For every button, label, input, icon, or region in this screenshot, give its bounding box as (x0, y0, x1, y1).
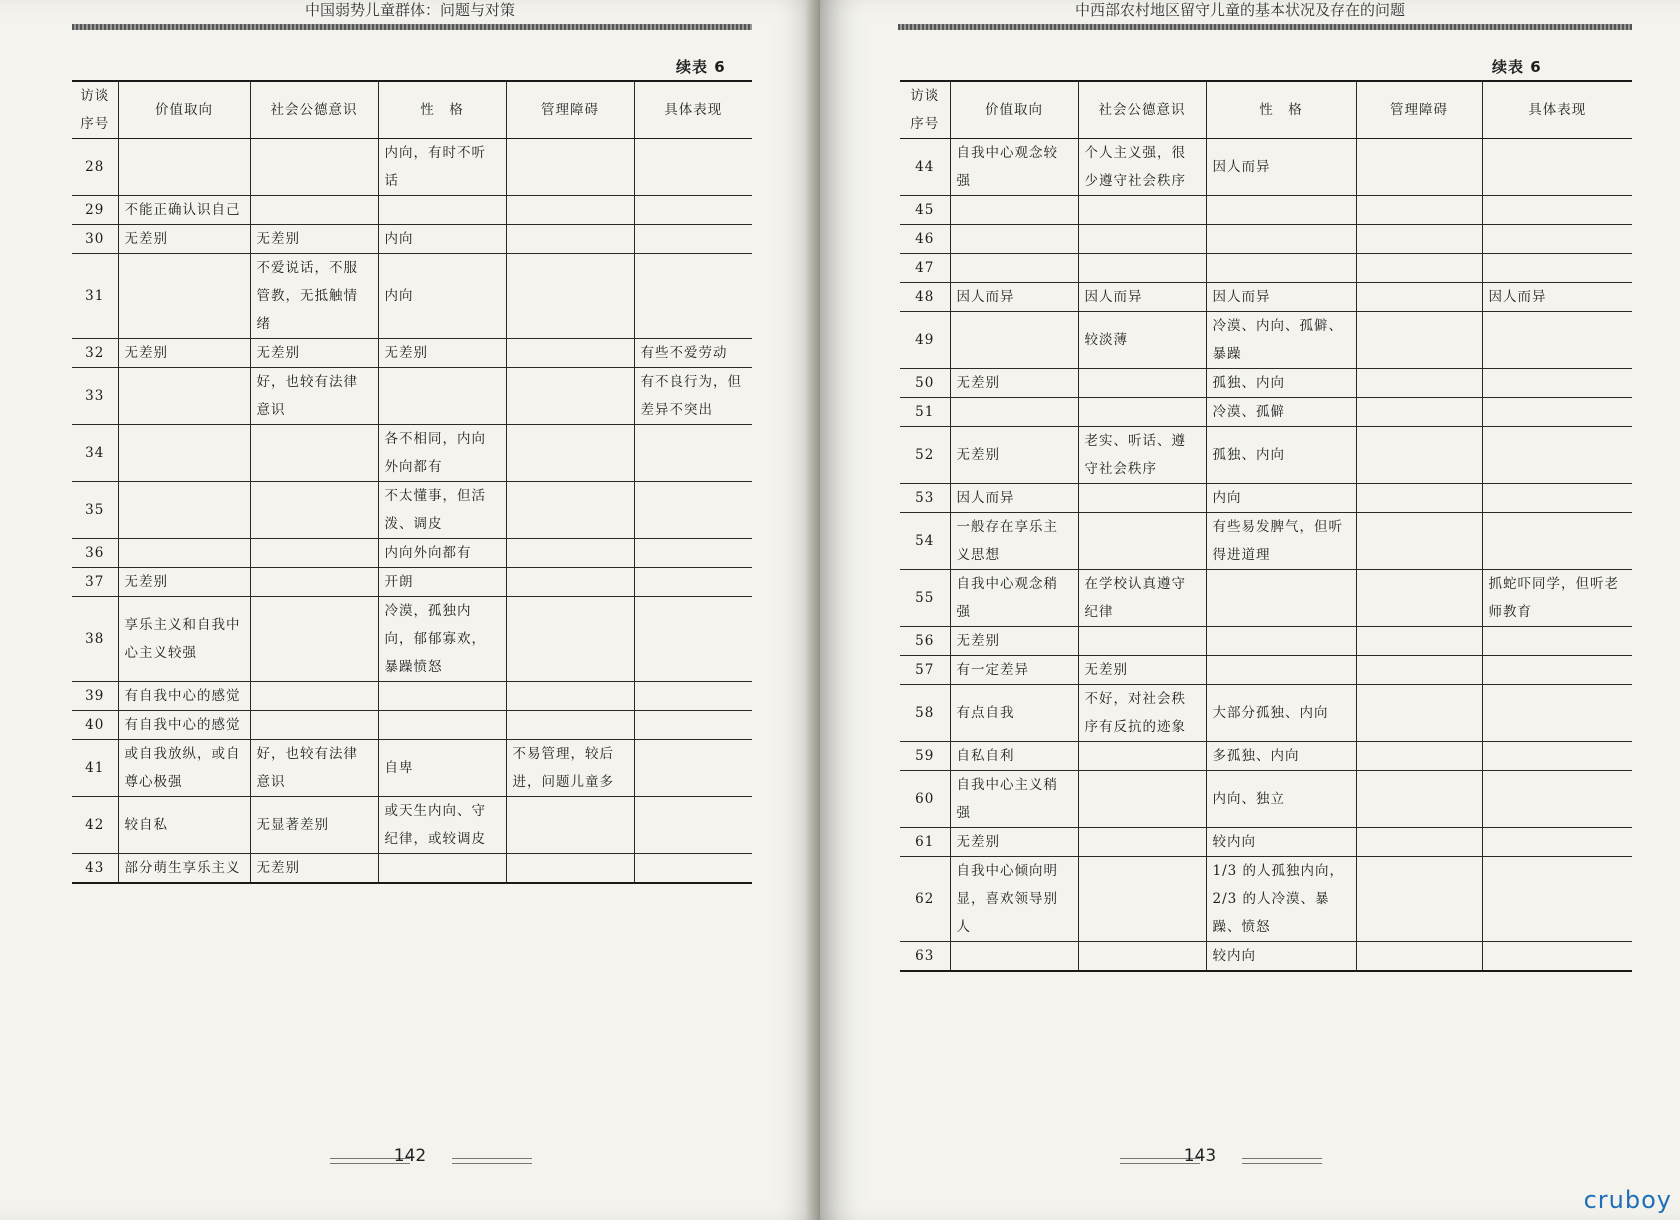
right-cell-value-orientation: 一般存在享乐主义思想 (950, 513, 1078, 570)
left-cell-social-morality: 无差别 (250, 225, 378, 254)
left-header-interview-number: 访谈序号 (72, 81, 118, 139)
right-cell-value-orientation: 自我中心主义稍强 (950, 771, 1078, 828)
right-cell-personality: 有些易发脾气，但听得进道理 (1206, 513, 1356, 570)
left-cell-value-orientation: 有自我中心的感觉 (118, 711, 250, 740)
right-cell-social-morality: 个人主义强，很少遵守社会秩序 (1078, 139, 1206, 196)
left-cell-management-obstacle: 不易管理，较后进，问题儿童多 (506, 740, 634, 797)
table-row (72, 740, 752, 797)
right-cell-value-orientation: 自我中心观念稍强 (950, 570, 1078, 627)
left-cell-interview-number: 28 (72, 139, 118, 196)
table-row (900, 283, 1632, 312)
right-cell-interview-number: 45 (900, 196, 950, 225)
right-cell-value-orientation (950, 225, 1078, 254)
table-row (900, 139, 1632, 196)
left-cell-value-orientation: 无差别 (118, 568, 250, 597)
left-cell-management-obstacle (506, 425, 634, 482)
right-head-rule (898, 24, 1632, 30)
right-table-header-row (900, 81, 1632, 139)
left-head-rule (72, 24, 752, 30)
table-row (72, 682, 752, 711)
left-cell-management-obstacle (506, 196, 634, 225)
left-cell-value-orientation (118, 139, 250, 196)
right-cell-management-obstacle (1356, 283, 1482, 312)
right-cell-specific-behavior (1482, 369, 1632, 398)
left-cell-interview-number: 43 (72, 854, 118, 884)
right-cell-value-orientation: 因人而异 (950, 283, 1078, 312)
right-cell-personality (1206, 656, 1356, 685)
table-row (900, 742, 1632, 771)
right-cell-social-morality: 在学校认真遵守纪律 (1078, 570, 1206, 627)
table-row (72, 854, 752, 884)
left-cell-value-orientation (118, 425, 250, 482)
left-cell-social-morality (250, 682, 378, 711)
left-cell-interview-number: 39 (72, 682, 118, 711)
right-cell-personality (1206, 225, 1356, 254)
right-cell-management-obstacle (1356, 427, 1482, 484)
left-header-value-orientation: 价值取向 (118, 81, 250, 139)
right-cell-value-orientation (950, 312, 1078, 369)
right-cell-specific-behavior (1482, 139, 1632, 196)
table-row (900, 771, 1632, 828)
left-cell-specific-behavior (634, 196, 752, 225)
table-row (900, 627, 1632, 656)
right-cell-personality: 1/3 的人孤独内向，2/3 的人冷漠、暴躁、愤怒 (1206, 857, 1356, 942)
right-cell-specific-behavior (1482, 742, 1632, 771)
right-cell-social-morality: 无差别 (1078, 656, 1206, 685)
left-cell-specific-behavior (634, 425, 752, 482)
right-cell-personality (1206, 627, 1356, 656)
left-page-number: 142 (393, 1146, 427, 1166)
right-cell-specific-behavior (1482, 942, 1632, 972)
left-cell-management-obstacle (506, 368, 634, 425)
left-cell-management-obstacle (506, 482, 634, 539)
right-cell-specific-behavior (1482, 398, 1632, 427)
left-cell-social-morality (250, 597, 378, 682)
table-row (900, 656, 1632, 685)
left-table-label: 续表 6 (676, 58, 726, 76)
left-cell-social-morality (250, 482, 378, 539)
right-cell-specific-behavior (1482, 196, 1632, 225)
right-running-head: 中西部农村地区留守儿童的基本状况及存在的问题 (1074, 1, 1405, 19)
right-cell-interview-number: 53 (900, 484, 950, 513)
table-row (900, 254, 1632, 283)
table-row (900, 828, 1632, 857)
right-cell-interview-number: 56 (900, 627, 950, 656)
right-cell-management-obstacle (1356, 828, 1482, 857)
right-cell-interview-number: 63 (900, 942, 950, 972)
table-row (900, 398, 1632, 427)
left-cell-personality (378, 196, 506, 225)
right-header-social-morality: 社会公德意识 (1078, 81, 1206, 139)
table-row (900, 196, 1632, 225)
right-cell-interview-number: 47 (900, 254, 950, 283)
right-cell-personality: 较内向 (1206, 828, 1356, 857)
left-cell-interview-number: 35 (72, 482, 118, 539)
right-cell-management-obstacle (1356, 857, 1482, 942)
right-data-table (900, 80, 1632, 972)
right-cell-specific-behavior (1482, 771, 1632, 828)
table-row (72, 797, 752, 854)
table-row (72, 425, 752, 482)
right-cell-personality (1206, 196, 1356, 225)
left-cell-value-orientation: 无差别 (118, 225, 250, 254)
right-cell-management-obstacle (1356, 312, 1482, 369)
right-header-personality: 性 格 (1206, 81, 1356, 139)
table-row (72, 597, 752, 682)
table-row (900, 427, 1632, 484)
left-cell-management-obstacle (506, 339, 634, 368)
right-cell-interview-number: 59 (900, 742, 950, 771)
left-cell-specific-behavior (634, 568, 752, 597)
left-cell-management-obstacle (506, 225, 634, 254)
left-cell-interview-number: 30 (72, 225, 118, 254)
left-cell-social-morality: 无差别 (250, 339, 378, 368)
left-cell-interview-number: 34 (72, 425, 118, 482)
table-row (72, 482, 752, 539)
right-cell-personality: 因人而异 (1206, 139, 1356, 196)
right-cell-value-orientation: 无差别 (950, 627, 1078, 656)
left-cell-management-obstacle (506, 139, 634, 196)
table-row (900, 369, 1632, 398)
right-cell-social-morality: 老实、听话、遵守社会秩序 (1078, 427, 1206, 484)
right-cell-interview-number: 60 (900, 771, 950, 828)
left-header-personality: 性 格 (378, 81, 506, 139)
left-header-social-morality: 社会公德意识 (250, 81, 378, 139)
right-cell-management-obstacle (1356, 484, 1482, 513)
right-cell-social-morality (1078, 196, 1206, 225)
right-cell-management-obstacle (1356, 369, 1482, 398)
right-cell-value-orientation: 自私自利 (950, 742, 1078, 771)
left-cell-management-obstacle (506, 797, 634, 854)
left-cell-social-morality: 好，也较有法律意识 (250, 368, 378, 425)
left-cell-management-obstacle (506, 254, 634, 339)
right-cell-value-orientation (950, 942, 1078, 972)
left-running-head: 中国弱势儿童群体：问题与对策 (304, 1, 515, 19)
right-cell-value-orientation: 自我中心观念较强 (950, 139, 1078, 196)
left-cell-specific-behavior (634, 254, 752, 339)
left-cell-management-obstacle (506, 711, 634, 740)
right-cell-value-orientation: 无差别 (950, 427, 1078, 484)
left-cell-value-orientation: 有自我中心的感觉 (118, 682, 250, 711)
right-cell-value-orientation (950, 196, 1078, 225)
right-cell-personality (1206, 570, 1356, 627)
right-cell-personality: 内向、独立 (1206, 771, 1356, 828)
right-cell-specific-behavior: 抓蛇吓同学，但听老师教育 (1482, 570, 1632, 627)
left-cell-specific-behavior (634, 225, 752, 254)
right-cell-social-morality: 不好，对社会秩序有反抗的迹象 (1078, 685, 1206, 742)
left-cell-personality: 不太懂事，但活泼、调皮 (378, 482, 506, 539)
left-cell-value-orientation (118, 482, 250, 539)
left-cell-personality: 自卑 (378, 740, 506, 797)
left-cell-personality: 无差别 (378, 339, 506, 368)
right-cell-personality: 孤独、内向 (1206, 427, 1356, 484)
left-cell-personality (378, 368, 506, 425)
left-cell-interview-number: 41 (72, 740, 118, 797)
table-row (900, 570, 1632, 627)
right-cell-personality: 大部分孤独、内向 (1206, 685, 1356, 742)
left-cell-specific-behavior (634, 854, 752, 884)
right-cell-interview-number: 51 (900, 398, 950, 427)
right-cell-social-morality (1078, 771, 1206, 828)
left-cell-social-morality: 无差别 (250, 854, 378, 884)
right-cell-interview-number: 46 (900, 225, 950, 254)
right-cell-social-morality (1078, 254, 1206, 283)
right-cell-specific-behavior (1482, 685, 1632, 742)
left-cell-personality: 内向外向都有 (378, 539, 506, 568)
left-cell-specific-behavior: 有不良行为，但差异不突出 (634, 368, 752, 425)
right-cell-management-obstacle (1356, 513, 1482, 570)
right-cell-value-orientation: 有一定差异 (950, 656, 1078, 685)
left-cell-interview-number: 42 (72, 797, 118, 854)
right-table-label: 续表 6 (1492, 58, 1542, 76)
right-cell-personality: 冷漠、孤僻 (1206, 398, 1356, 427)
right-cell-value-orientation: 自我中心倾向明显，喜欢领导别人 (950, 857, 1078, 942)
left-cell-personality: 开朗 (378, 568, 506, 597)
left-cell-social-morality: 无显著差别 (250, 797, 378, 854)
right-cell-value-orientation (950, 398, 1078, 427)
right-cell-personality: 多孤独、内向 (1206, 742, 1356, 771)
table-row (72, 339, 752, 368)
right-cell-management-obstacle (1356, 627, 1482, 656)
right-cell-interview-number: 61 (900, 828, 950, 857)
right-cell-specific-behavior (1482, 427, 1632, 484)
left-cell-interview-number: 31 (72, 254, 118, 339)
right-cell-social-morality (1078, 942, 1206, 972)
table-row (72, 568, 752, 597)
left-cell-management-obstacle (506, 854, 634, 884)
left-cell-value-orientation: 较自私 (118, 797, 250, 854)
right-cell-specific-behavior (1482, 225, 1632, 254)
right-cell-specific-behavior (1482, 627, 1632, 656)
table-row (72, 368, 752, 425)
right-cell-management-obstacle (1356, 742, 1482, 771)
table-row (72, 225, 752, 254)
right-cell-management-obstacle (1356, 771, 1482, 828)
right-cell-management-obstacle (1356, 139, 1482, 196)
right-cell-value-orientation: 因人而异 (950, 484, 1078, 513)
left-cell-personality: 或天生内向、守纪律，或较调皮 (378, 797, 506, 854)
right-cell-management-obstacle (1356, 656, 1482, 685)
left-cell-social-morality (250, 139, 378, 196)
left-cell-specific-behavior (634, 740, 752, 797)
right-cell-specific-behavior: 因人而异 (1482, 283, 1632, 312)
right-header-interview-number: 访谈序号 (900, 81, 950, 139)
left-cell-interview-number: 32 (72, 339, 118, 368)
table-row (900, 513, 1632, 570)
table-row (900, 685, 1632, 742)
left-cell-value-orientation: 部分萌生享乐主义 (118, 854, 250, 884)
left-cell-value-orientation: 无差别 (118, 339, 250, 368)
left-cell-personality (378, 854, 506, 884)
left-cell-value-orientation (118, 254, 250, 339)
left-cell-management-obstacle (506, 539, 634, 568)
left-header-management-obstacle: 管理障碍 (506, 81, 634, 139)
right-cell-social-morality (1078, 742, 1206, 771)
right-cell-interview-number: 49 (900, 312, 950, 369)
left-data-table (72, 80, 752, 884)
right-cell-social-morality (1078, 828, 1206, 857)
right-cell-personality: 较内向 (1206, 942, 1356, 972)
right-cell-specific-behavior (1482, 484, 1632, 513)
left-cell-personality: 各不相同，内向外向都有 (378, 425, 506, 482)
left-cell-interview-number: 33 (72, 368, 118, 425)
table-row (72, 254, 752, 339)
table-row (900, 484, 1632, 513)
right-cell-interview-number: 44 (900, 139, 950, 196)
left-cell-specific-behavior (634, 797, 752, 854)
watermark-text: cruboy (1583, 1186, 1672, 1214)
left-cell-management-obstacle (506, 682, 634, 711)
right-cell-management-obstacle (1356, 685, 1482, 742)
right-header-management-obstacle: 管理障碍 (1356, 81, 1482, 139)
right-cell-interview-number: 57 (900, 656, 950, 685)
left-cell-management-obstacle (506, 568, 634, 597)
left-cell-personality: 内向，有时不听话 (378, 139, 506, 196)
right-cell-personality: 内向 (1206, 484, 1356, 513)
right-cell-interview-number: 48 (900, 283, 950, 312)
right-cell-social-morality: 较淡薄 (1078, 312, 1206, 369)
right-cell-interview-number: 50 (900, 369, 950, 398)
right-cell-specific-behavior (1482, 513, 1632, 570)
right-cell-specific-behavior (1482, 656, 1632, 685)
left-cell-interview-number: 37 (72, 568, 118, 597)
right-cell-management-obstacle (1356, 942, 1482, 972)
right-cell-value-orientation: 无差别 (950, 369, 1078, 398)
right-cell-management-obstacle (1356, 254, 1482, 283)
right-cell-interview-number: 62 (900, 857, 950, 942)
left-cell-value-orientation: 享乐主义和自我中心主义较强 (118, 597, 250, 682)
left-cell-specific-behavior (634, 482, 752, 539)
left-cell-social-morality (250, 196, 378, 225)
table-row (900, 942, 1632, 972)
right-cell-social-morality: 因人而异 (1078, 283, 1206, 312)
right-cell-management-obstacle (1356, 570, 1482, 627)
right-cell-interview-number: 52 (900, 427, 950, 484)
left-cell-interview-number: 40 (72, 711, 118, 740)
left-cell-specific-behavior (634, 539, 752, 568)
right-cell-interview-number: 54 (900, 513, 950, 570)
right-cell-value-orientation (950, 254, 1078, 283)
table-row (72, 539, 752, 568)
table-row (900, 225, 1632, 254)
left-cell-social-morality: 好，也较有法律意识 (250, 740, 378, 797)
right-folio-line-b (1242, 1158, 1322, 1164)
right-cell-specific-behavior (1482, 312, 1632, 369)
left-cell-value-orientation: 或自我放纵，或自尊心极强 (118, 740, 250, 797)
left-table-header-row (72, 81, 752, 139)
right-header-value-orientation: 价值取向 (950, 81, 1078, 139)
right-cell-management-obstacle (1356, 196, 1482, 225)
left-cell-management-obstacle (506, 597, 634, 682)
right-cell-social-morality (1078, 398, 1206, 427)
right-cell-interview-number: 55 (900, 570, 950, 627)
left-cell-personality (378, 711, 506, 740)
left-cell-personality: 冷漠，孤独内向，郁郁寡欢，暴躁愤怒 (378, 597, 506, 682)
left-cell-personality: 内向 (378, 254, 506, 339)
left-cell-personality: 内向 (378, 225, 506, 254)
right-cell-social-morality (1078, 225, 1206, 254)
left-cell-social-morality (250, 539, 378, 568)
table-row (72, 196, 752, 225)
left-cell-value-orientation (118, 539, 250, 568)
right-cell-personality: 孤独、内向 (1206, 369, 1356, 398)
left-cell-specific-behavior (634, 682, 752, 711)
right-page-number: 143 (1183, 1146, 1217, 1166)
left-cell-social-morality (250, 425, 378, 482)
right-cell-specific-behavior (1482, 857, 1632, 942)
table-row (72, 711, 752, 740)
table-row (900, 857, 1632, 942)
right-header-specific-behavior: 具体表现 (1482, 81, 1632, 139)
right-cell-personality: 冷漠、内向、孤僻、暴躁 (1206, 312, 1356, 369)
left-header-specific-behavior: 具体表现 (634, 81, 752, 139)
left-cell-specific-behavior: 有些不爱劳动 (634, 339, 752, 368)
left-cell-specific-behavior (634, 711, 752, 740)
right-cell-personality: 因人而异 (1206, 283, 1356, 312)
left-cell-interview-number: 29 (72, 196, 118, 225)
right-page (820, 0, 1680, 1220)
left-cell-social-morality (250, 568, 378, 597)
table-row (72, 139, 752, 196)
left-cell-interview-number: 38 (72, 597, 118, 682)
right-cell-specific-behavior (1482, 828, 1632, 857)
right-cell-specific-behavior (1482, 254, 1632, 283)
right-cell-value-orientation: 有点自我 (950, 685, 1078, 742)
right-cell-social-morality (1078, 484, 1206, 513)
right-cell-social-morality (1078, 857, 1206, 942)
right-table-body (900, 139, 1632, 972)
left-folio-line-b (452, 1158, 532, 1164)
right-cell-management-obstacle (1356, 398, 1482, 427)
left-cell-social-morality (250, 711, 378, 740)
right-cell-value-orientation: 无差别 (950, 828, 1078, 857)
left-page (0, 0, 820, 1220)
left-cell-personality (378, 682, 506, 711)
left-cell-value-orientation (118, 368, 250, 425)
left-cell-specific-behavior (634, 597, 752, 682)
right-cell-personality (1206, 254, 1356, 283)
left-cell-specific-behavior (634, 139, 752, 196)
right-cell-social-morality (1078, 627, 1206, 656)
right-cell-management-obstacle (1356, 225, 1482, 254)
left-cell-social-morality: 不爱说话，不服管教，无抵触情绪 (250, 254, 378, 339)
right-cell-social-morality (1078, 513, 1206, 570)
left-cell-interview-number: 36 (72, 539, 118, 568)
table-row (900, 312, 1632, 369)
left-table-body (72, 139, 752, 884)
right-cell-social-morality (1078, 369, 1206, 398)
right-cell-interview-number: 58 (900, 685, 950, 742)
left-cell-value-orientation: 不能正确认识自己 (118, 196, 250, 225)
